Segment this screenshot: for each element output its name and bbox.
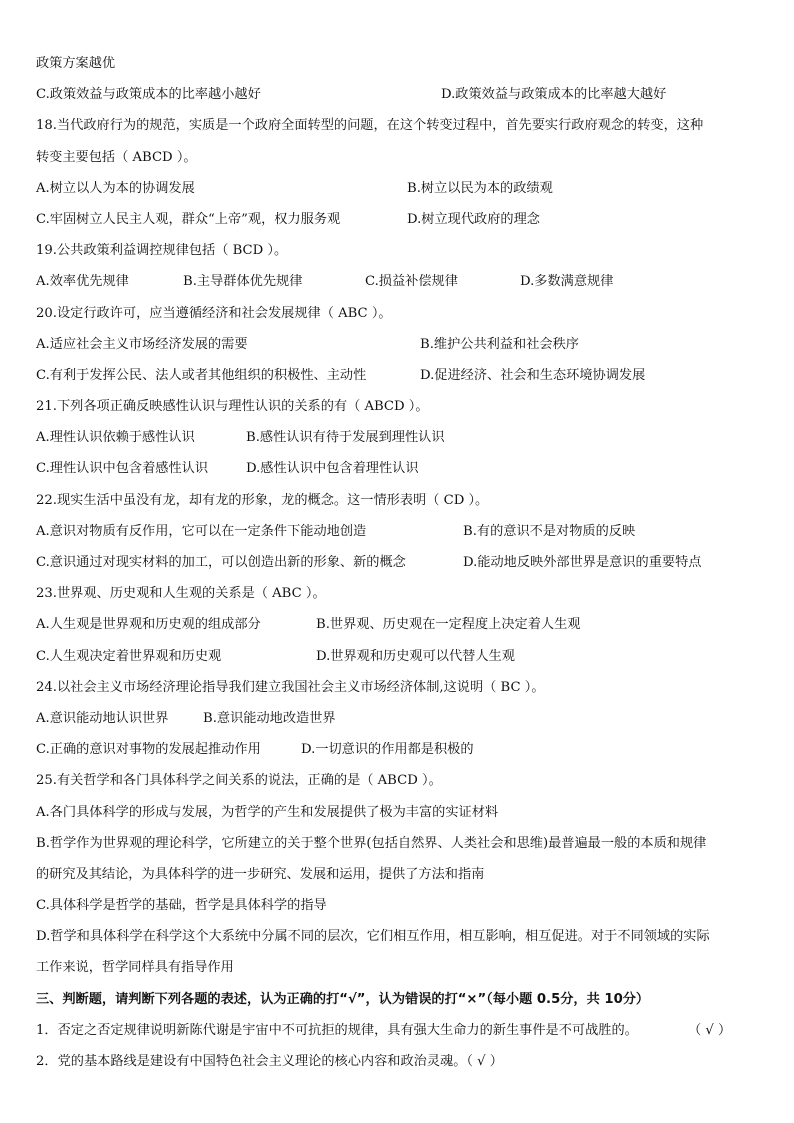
option-b: B.世界观、历史观在一定程度上决定着人生观 bbox=[316, 617, 581, 633]
judgment-statement: 1．否定之否定规律说明新陈代谢是宇宙中不可抗拒的规律，具有强大生命力的新生事件是不可战胜的。 bbox=[36, 1022, 638, 1038]
option-row bbox=[36, 79, 760, 110]
option-b: B.主导群体优先规律 bbox=[183, 274, 303, 290]
question-23: 23.世界观、历史观和人生观的关系是（ ABC ）。 bbox=[36, 586, 326, 602]
option-d: D.树立现代政府的理念 bbox=[407, 211, 540, 227]
judgment-item-2: 2．党的基本路线是建设有中国特色社会主义理论的核心内容和政治灵魂。（ √ ） bbox=[36, 1054, 503, 1069]
text-line: 政策方案越优 bbox=[36, 56, 116, 71]
option-c: C.理性认识中包含着感性认识 bbox=[36, 461, 209, 477]
option-c: C.有利于发挥公民、法人或者其他组织的积极性、主动性 bbox=[36, 367, 367, 383]
option-d: D.感性认识中包含着理性认识 bbox=[246, 461, 419, 477]
option-b-continued: 的研究及其结论，为具体科学的进一步研究、发展和运用，提供了方法和指南 bbox=[36, 866, 485, 882]
option-c: C.意识通过对现实材料的加工，可以创造出新的形象、新的概念 bbox=[36, 555, 406, 570]
question-18-answer: 转变主要包括（ ABCD ）。 bbox=[36, 149, 197, 165]
option-a: A.意识对物质有反作用，它可以在一定条件下能动地创造 bbox=[36, 523, 367, 539]
option-c: C.损益补偿规律 bbox=[365, 274, 458, 290]
option-b: B.树立以民为本的政绩观 bbox=[407, 180, 553, 196]
option-d: D.哲学和具体科学在科学这个大系统中分属不同的层次，它们相互作用，相互影响，相互促进。对于不同领域的实际 bbox=[36, 929, 710, 945]
question-22: 22.现实生活中虽没有龙，却有龙的形象，龙的概念。这一情形表明（ CD ）。 bbox=[36, 492, 489, 508]
option-a: A.人生观是世界观和历史观的组成部分 bbox=[36, 617, 261, 633]
option-row bbox=[36, 453, 760, 484]
section-heading: 三、判断题，请判断下列各题的表述，认为正确的打“√”，认为错误的打“×”（每小题 0.5分，共 10分） bbox=[36, 991, 650, 1007]
option-row bbox=[36, 609, 760, 640]
option-row bbox=[36, 703, 760, 734]
question-25: 25.有关哲学和各门具体科学之间关系的说法，正确的是（ ABCD ）。 bbox=[36, 773, 442, 789]
option-a: A.意识能动地认识世界 bbox=[36, 710, 169, 726]
option-c: C.正确的意识对事物的发展起推动作用 bbox=[36, 742, 261, 758]
option-row bbox=[36, 516, 760, 547]
option-a: A.树立以人为本的协调发展 bbox=[36, 180, 195, 196]
option-c: C.牢固树立人民主人观，群众“上帝”观，权力服务观 bbox=[36, 211, 341, 227]
question-21: 21.下列各项正确反映感性认识与理性认识的关系的有（ ABCD ）。 bbox=[36, 399, 429, 415]
judgment-answer: （ √ ） bbox=[688, 1022, 732, 1038]
option-d-continued: 工作来说，哲学同样具有指导作用 bbox=[36, 960, 234, 976]
question-24: 24.以社会主义市场经济理论指导我们建立我国社会主义市场经济体制,这说明（ BC ）。 bbox=[36, 679, 545, 695]
option-b: B.意识能动地改造世界 bbox=[203, 710, 336, 726]
option-row bbox=[36, 266, 760, 297]
option-row bbox=[36, 360, 760, 391]
document-page bbox=[36, 48, 760, 1077]
option-d: D.一切意识的作用都是积极的 bbox=[301, 742, 474, 758]
judgment-item-1 bbox=[36, 1015, 760, 1046]
option-b: B.维护公共利益和社会秩序 bbox=[420, 336, 579, 352]
option-b: B.哲学作为世界观的理论科学，它所建立的关于整个世界(包括自然界、人类社会和思维)最普遍最一般的本质和规律 bbox=[36, 835, 707, 851]
option-row bbox=[36, 734, 760, 765]
option-a: A.适应社会主义市场经济发展的需要 bbox=[36, 336, 248, 352]
question-19: 19.公共政策利益调控规律包括（ BCD ）。 bbox=[36, 243, 288, 259]
option-row bbox=[36, 329, 760, 360]
option-row bbox=[36, 547, 760, 578]
option-a: A.理性认识依赖于感性认识 bbox=[36, 430, 195, 446]
option-c: C.具体科学是哲学的基础，哲学是具体科学的指导 bbox=[36, 898, 327, 914]
option-b: B.感性认识有待于发展到理性认识 bbox=[246, 430, 445, 446]
option-d: D.能动地反映外部世界是意识的重要特点 bbox=[463, 555, 702, 570]
option-row bbox=[36, 641, 760, 672]
option-row bbox=[36, 204, 760, 235]
option-a: A.各门具体科学的形成与发展，为哲学的产生和发展提供了极为丰富的实证材料 bbox=[36, 804, 499, 820]
option-a: A.效率优先规律 bbox=[36, 274, 129, 290]
option-row bbox=[36, 422, 760, 453]
option-d: D.政策效益与政策成本的比率越大越好 bbox=[441, 87, 667, 103]
option-c: C.人生观决定着世界观和历史观 bbox=[36, 648, 222, 664]
option-row bbox=[36, 173, 760, 204]
question-20: 20.设定行政许可，应当遵循经济和社会发展规律（ ABC ）。 bbox=[36, 305, 392, 321]
option-c: C.政策效益与政策成本的比率越小越好 bbox=[36, 87, 261, 103]
option-d: D.促进经济、社会和生态环境协调发展 bbox=[420, 367, 646, 383]
question-18: 18.当代政府行为的规范，实质是一个政府全面转型的问题，在这个转变过程中，首先要实行政府观念的转变，这种 bbox=[36, 118, 704, 134]
option-d: D.世界观和历史观可以代替人生观 bbox=[316, 648, 515, 664]
option-d: D.多数满意规律 bbox=[520, 274, 614, 290]
option-b: B.有的意识不是对物质的反映 bbox=[463, 523, 636, 539]
